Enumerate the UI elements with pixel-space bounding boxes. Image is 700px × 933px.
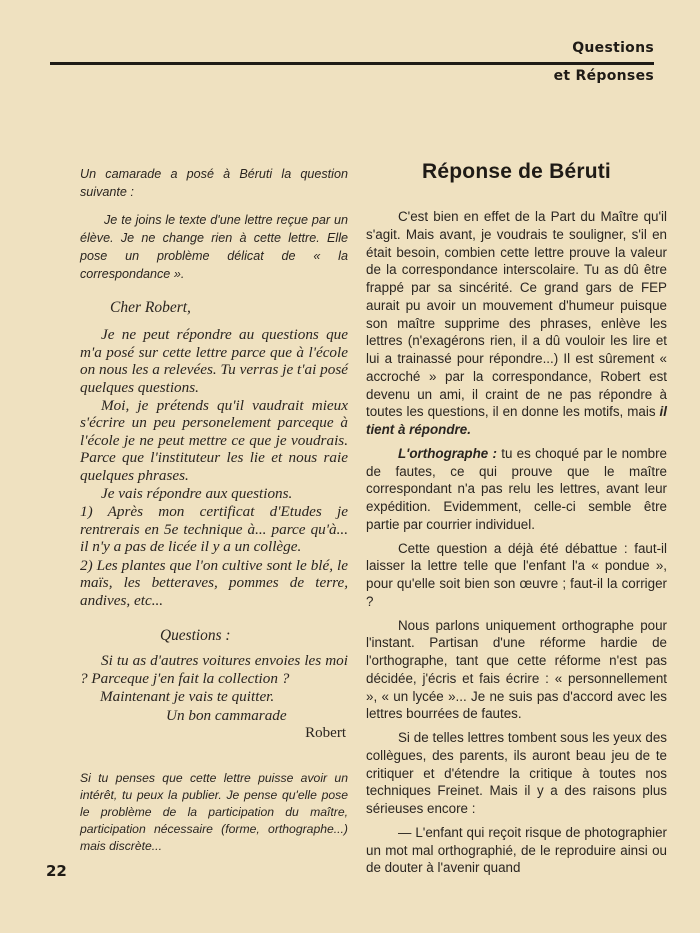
- letter-answer-2: 2) Les plantes que l'on cultive sont le blé, le maïs, les betteraves, pommes de terre, andives, etc...: [80, 556, 348, 609]
- letter-paragraph-2: Moi, je prétends qu'il vaudrait mieux s'écrire un peu personelement parceque à l'école je ne peut mettre ce que je voudrais. Parce que l'instituteur les lie et nous raie quelques phrases.: [80, 397, 348, 484]
- reply-title: Réponse de Béruti: [422, 160, 611, 183]
- letter-closing: Maintenant je vais te quitter.: [100, 688, 275, 706]
- left-column: [80, 165, 348, 854]
- reply-paragraph-4: Nous parlons uniquement orthographe pour l'instant. Partisan d'une réforme hardie de l'orthographe, tant que cette réforme n'est pas décidée, j'écris et fais écrire : « personnellement », « un lycée »... Je ne suis pas d'accord avec les lettres bourrées de fautes.: [366, 617, 667, 722]
- letter-answer-1: 1) Après mon certificat d'Etudes je rentrerais en 5e technique à... parce qu'à... il n'y a pas de licée il y a un collège.: [80, 503, 348, 556]
- letter-paragraph-1: Je ne peut répondre au questions que m'a posé sur cette lettre parce que à l'école on nous les a relevées. Tu verras je t'ai posé quelques questions.: [80, 326, 348, 396]
- reply-paragraph-3: Cette question a déjà été débattue : faut-il laisser la lettre telle que l'enfant l'a « pondue », pour qu'elle soit bien son œuvre ; faut-il la corriger ?: [366, 540, 667, 609]
- section-title-line2: et Réponses: [553, 68, 654, 84]
- reply-paragraph-6: — L'enfant qui reçoit risque de photographier un mot mal orthographié, de le reproduire ainsi ou de douter à l'avenir quand: [366, 824, 667, 876]
- letter-question-text: Si tu as d'autres voitures envoies les moi ? Parceque j'en fait la collection ?: [80, 652, 348, 687]
- letter-paragraph-3: Je vais répondre aux questions.: [101, 485, 293, 503]
- section-title-line1: Questions: [572, 40, 654, 56]
- letter-questions-heading: Questions :: [160, 626, 231, 644]
- reply-p2-lead: L'orthographe :: [398, 445, 497, 461]
- reply-p2-text: tu es choqué par le nombre de fautes, ce qui prouve que le maître correspondant n'a pas relu les lettres, avant leur expédition. Evidemment, celle-ci semble être partie par courrier individuel.: [366, 445, 667, 532]
- quoted-letter: [80, 299, 348, 742]
- intro-question: Un camarade a posé à Béruti la question suivante :: [80, 167, 348, 199]
- header-rule: [50, 62, 654, 65]
- reply-paragraph-2: [366, 445, 667, 534]
- letter-salutation: Cher Robert,: [110, 299, 191, 316]
- letter-signoff: Un bon cammarade: [166, 706, 287, 724]
- reply-p1-text: C'est bien en effet de la Part du Maître qu'il s'agit. Mais avant, je voudrais te souligner, s'il en était besoin, combien cette lettre prouve la valeur de la correspondance interscolaire. Tu as dû être frappé par sa sincérité. Ce grand gars de FEP aurait pu avoir un mouvement d'humeur puisque son maître supprime des phrases, enlève les lettres (n'exagérons rien, il a dû vouloir les lire et lui a trainassé pour répondre...) Il est sûrement « accroché » par la correspondance, Robert est devenu un ami, il craint de ne pas répondre à toutes les questions, il en donne les motifs, mais: [366, 209, 667, 420]
- closing-note-text: Si tu penses que cette lettre puisse avoir un intérêt, tu peux la publier. Je pense qu'elle pose le problème de la participation du maître, participation nécessaire (forme, orthographe...) mais discrète...: [80, 771, 348, 853]
- reply-paragraph-1: [366, 208, 667, 439]
- reply-paragraph-5: Si de telles lettres tombent sous les yeux des collègues, des parents, ils auront beau jeu de te critiquer et d'étendre la critique à toutes nos techniques Freinet. Mais il y a des raisons plus sérieuses encore :: [366, 730, 667, 816]
- reply-body: [366, 208, 667, 877]
- page-number: 22: [46, 862, 67, 880]
- closing-note: [80, 770, 348, 854]
- right-column: [366, 160, 667, 883]
- reply-p1-emphasis: il tient à répondre.: [366, 404, 667, 437]
- intro-context: Je te joins le texte d'une lettre reçue par un élève. Je ne change rien à cette lettre. Elle pose un problème délicat de « la correspondance ».: [80, 213, 348, 281]
- letter-signer: Robert: [305, 724, 346, 741]
